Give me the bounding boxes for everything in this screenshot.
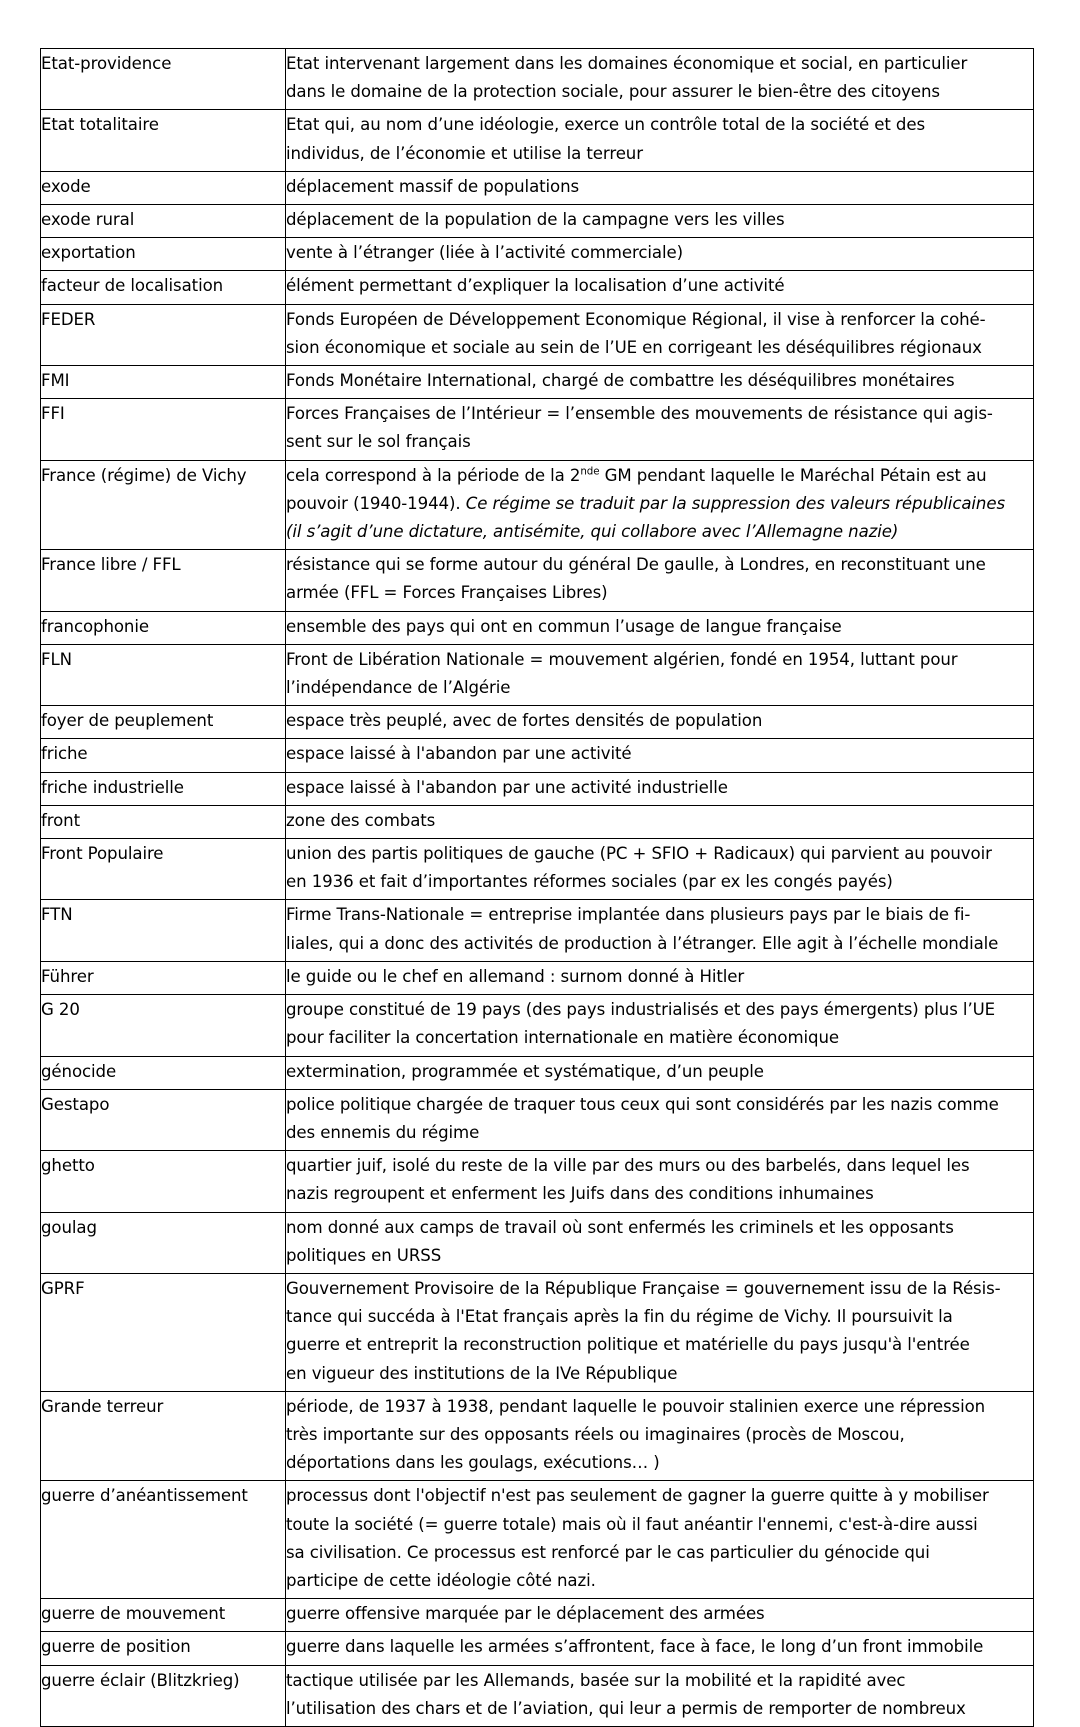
definition-line: cela correspond à la période de la 2nde GM pendant laquelle le Maréchal Pétain est au (286, 465, 987, 485)
definition-line: tance qui succéda à l'Etat français après la fin du régime de Vichy. Il poursuivit la (286, 1307, 953, 1327)
glossary-term: Front Populaire (41, 839, 286, 900)
glossary-term: France libre / FFL (41, 550, 286, 611)
glossary-definition (286, 399, 1034, 460)
glossary-definition (286, 1391, 1034, 1481)
glossary-definition (286, 460, 1034, 550)
definition-line: Forces Françaises de l’Intérieur = l’ensemble des mouvements de résistance qui agis- (286, 404, 993, 424)
definition-line: pour faciliter la concertation internationale en matière économique (286, 1028, 840, 1048)
glossary-definition (286, 49, 1034, 110)
definition-line: ensemble des pays qui ont en commun l’usage de langue française (286, 616, 842, 636)
glossary-definition (286, 238, 1034, 271)
glossary-term: GPRF (41, 1273, 286, 1391)
glossary-definition (286, 550, 1034, 611)
glossary-definition (286, 644, 1034, 705)
glossary-definition (286, 1599, 1034, 1632)
definition-line: dans le domaine de la protection sociale, pour assurer le bien-être des citoyens (286, 82, 940, 102)
definition-line: guerre et entreprit la reconstruction politique et matérielle du pays jusqu'à l'entrée (286, 1335, 970, 1355)
table-row (41, 366, 1034, 399)
table-row (41, 1056, 1034, 1089)
table-row (41, 271, 1034, 304)
table-row (41, 739, 1034, 772)
definition-line: sa civilisation. Ce processus est renforcé par le cas particulier du génocide qui (286, 1542, 930, 1562)
glossary-term: France (régime) de Vichy (41, 460, 286, 550)
definition-line: politiques en URSS (286, 1245, 442, 1265)
definition-line: Fonds Monétaire International, chargé de combattre les déséquilibres monétaires (286, 371, 955, 391)
definition-line: élément permettant d’expliquer la localisation d’une activité (286, 276, 785, 296)
table-row (41, 611, 1034, 644)
table-row (41, 900, 1034, 961)
definition-line: en 1936 et fait d’importantes réformes sociales (par ex les congés payés) (286, 872, 893, 892)
definition-line: espace très peuplé, avec de fortes densités de population (286, 711, 763, 731)
definition-line: l’utilisation des chars et de l’aviation, qui leur a permis de remporter de nombreux (286, 1698, 966, 1718)
definition-line: vente à l’étranger (liée à l’activité commerciale) (286, 243, 683, 263)
table-row (41, 460, 1034, 550)
glossary-term: FLN (41, 644, 286, 705)
definition-line: groupe constitué de 19 pays (des pays industrialisés et des pays émergents) plus l’UE (286, 1000, 996, 1020)
definition-line: déplacement massif de populations (286, 176, 580, 196)
definition-line: processus dont l'objectif n'est pas seulement de gagner la guerre quitte à y mobiliser (286, 1486, 989, 1506)
definition-line: déplacement de la population de la campagne vers les villes (286, 210, 785, 230)
definition-line: extermination, programmée et systématique, d’un peuple (286, 1061, 764, 1081)
definition-line: guerre dans laquelle les armées s’affrontent, face à face, le long d’un front immobile (286, 1637, 984, 1657)
glossary-term: Führer (41, 961, 286, 994)
table-row (41, 772, 1034, 805)
glossary-term: Grande terreur (41, 1391, 286, 1481)
definition-line: toute la société (= guerre totale) mais où il faut anéantir l'ennemi, c'est-à-dire aussi (286, 1514, 978, 1534)
glossary-term: exportation (41, 238, 286, 271)
table-row (41, 110, 1034, 171)
glossary-term: Etat-providence (41, 49, 286, 110)
glossary-term: ghetto (41, 1151, 286, 1212)
glossary-table-body (41, 49, 1034, 1727)
table-row (41, 1599, 1034, 1632)
table-row (41, 1089, 1034, 1150)
definition-line: armée (FFL = Forces Françaises Libres) (286, 583, 608, 603)
glossary-definition (286, 366, 1034, 399)
table-row (41, 1273, 1034, 1391)
glossary-term: friche industrielle (41, 772, 286, 805)
glossary-term: guerre éclair (Blitzkrieg) (41, 1665, 286, 1726)
glossary-definition (286, 304, 1034, 365)
glossary-definition (286, 1089, 1034, 1150)
definition-line: le guide ou le chef en allemand : surnom donné à Hitler (286, 966, 745, 986)
glossary-term: francophonie (41, 611, 286, 644)
glossary-term: facteur de localisation (41, 271, 286, 304)
definition-line: (il s’agit d’une dictature, antisémite, qui collabore avec l’Allemagne nazie) (286, 522, 899, 542)
glossary-definition (286, 171, 1034, 204)
glossary-term: FMI (41, 366, 286, 399)
glossary-definition (286, 739, 1034, 772)
definition-line: des ennemis du régime (286, 1122, 480, 1142)
table-row (41, 1391, 1034, 1481)
definition-line: déportations dans les goulags, exécutions… ) (286, 1453, 660, 1473)
table-row (41, 1212, 1034, 1273)
glossary-definition (286, 1056, 1034, 1089)
table-row (41, 805, 1034, 838)
glossary-definition (286, 611, 1034, 644)
definition-line: espace laissé à l'abandon par une activité industrielle (286, 777, 728, 797)
table-row (41, 1632, 1034, 1665)
glossary-definition (286, 1151, 1034, 1212)
definition-line: police politique chargée de traquer tous ceux qui sont considérés par les nazis comme (286, 1094, 999, 1114)
glossary-term: exode rural (41, 205, 286, 238)
glossary-term: génocide (41, 1056, 286, 1089)
table-row (41, 1665, 1034, 1726)
table-row (41, 399, 1034, 460)
glossary-term: Etat totalitaire (41, 110, 286, 171)
glossary-term: FTN (41, 900, 286, 961)
table-row (41, 205, 1034, 238)
definition-line: pouvoir (1940-1944). Ce régime se traduit par la suppression des valeurs républicaines (286, 493, 1005, 513)
definition-line: nazis regroupent et enferment les Juifs dans des conditions inhumaines (286, 1184, 874, 1204)
glossary-definition (286, 995, 1034, 1056)
glossary-definition (286, 205, 1034, 238)
glossary-definition (286, 110, 1034, 171)
definition-line: Front de Libération Nationale = mouvement algérien, fondé en 1954, luttant pour (286, 649, 958, 669)
definition-line: guerre offensive marquée par le déplacement des armées (286, 1604, 765, 1624)
glossary-definition (286, 839, 1034, 900)
definition-line: Etat qui, au nom d’une idéologie, exerce un contrôle total de la société et des (286, 115, 926, 135)
glossary-definition (286, 1632, 1034, 1665)
definition-line: Gouvernement Provisoire de la République Française = gouvernement issu de la Résis- (286, 1278, 1001, 1298)
table-row (41, 171, 1034, 204)
glossary-term: guerre de mouvement (41, 1599, 286, 1632)
glossary-definition (286, 900, 1034, 961)
definition-line: liales, qui a donc des activités de production à l’étranger. Elle agit à l’échelle mondiale (286, 933, 999, 953)
glossary-definition (286, 1212, 1034, 1273)
glossary-term: exode (41, 171, 286, 204)
definition-line: union des partis politiques de gauche (PC + SFIO + Radicaux) qui parvient au pouvoir (286, 844, 992, 864)
table-row (41, 550, 1034, 611)
definition-line: nom donné aux camps de travail où sont enfermés les criminels et les opposants (286, 1217, 954, 1237)
definition-line: résistance qui se forme autour du général De gaulle, à Londres, en reconstituant une (286, 555, 986, 575)
definition-line: sent sur le sol français (286, 432, 471, 452)
glossary-term: goulag (41, 1212, 286, 1273)
glossary-definition (286, 706, 1034, 739)
glossary-term: front (41, 805, 286, 838)
glossary-term: FEDER (41, 304, 286, 365)
table-row (41, 1481, 1034, 1599)
glossary-term: guerre d’anéantissement (41, 1481, 286, 1599)
definition-line: Fonds Européen de Développement Economique Régional, il vise à renforcer la cohé- (286, 309, 986, 329)
definition-line: période, de 1937 à 1938, pendant laquelle le pouvoir stalinien exerce une répression (286, 1396, 986, 1416)
definition-line: en vigueur des institutions de la IVe République (286, 1363, 678, 1383)
definition-line: tactique utilisée par les Allemands, basée sur la mobilité et la rapidité avec (286, 1670, 906, 1690)
glossary-definition (286, 271, 1034, 304)
definition-line: Firme Trans-Nationale = entreprise implantée dans plusieurs pays par le biais de fi- (286, 905, 971, 925)
glossary-definition (286, 961, 1034, 994)
glossary-table (40, 48, 1034, 1727)
table-row (41, 238, 1034, 271)
table-row (41, 839, 1034, 900)
glossary-term: G 20 (41, 995, 286, 1056)
definition-line: zone des combats (286, 810, 436, 830)
table-row (41, 49, 1034, 110)
glossary-term: guerre de position (41, 1632, 286, 1665)
glossary-definition (286, 805, 1034, 838)
glossary-definition (286, 1665, 1034, 1726)
glossary-term: friche (41, 739, 286, 772)
glossary-term: foyer de peuplement (41, 706, 286, 739)
definition-line: sion économique et sociale au sein de l’UE en corrigeant les déséquilibres régionaux (286, 337, 982, 357)
glossary-term: FFI (41, 399, 286, 460)
definition-line: espace laissé à l'abandon par une activité (286, 744, 632, 764)
table-row (41, 1151, 1034, 1212)
definition-line: quartier juif, isolé du reste de la ville par des murs ou des barbelés, dans lequel les (286, 1156, 970, 1176)
definition-line: individus, de l’économie et utilise la terreur (286, 143, 643, 163)
table-row (41, 644, 1034, 705)
glossary-term: Gestapo (41, 1089, 286, 1150)
definition-line: Etat intervenant largement dans les domaines économique et social, en particulier (286, 54, 968, 73)
glossary-definition (286, 772, 1034, 805)
definition-line: l’indépendance de l’Algérie (286, 678, 511, 698)
glossary-definition (286, 1481, 1034, 1599)
definition-line: participe de cette idéologie côté nazi. (286, 1570, 596, 1590)
glossary-definition (286, 1273, 1034, 1391)
table-row (41, 304, 1034, 365)
table-row (41, 706, 1034, 739)
definition-line: très importante sur des opposants réels ou imaginaires (procès de Moscou, (286, 1424, 905, 1444)
table-row (41, 995, 1034, 1056)
table-row (41, 961, 1034, 994)
